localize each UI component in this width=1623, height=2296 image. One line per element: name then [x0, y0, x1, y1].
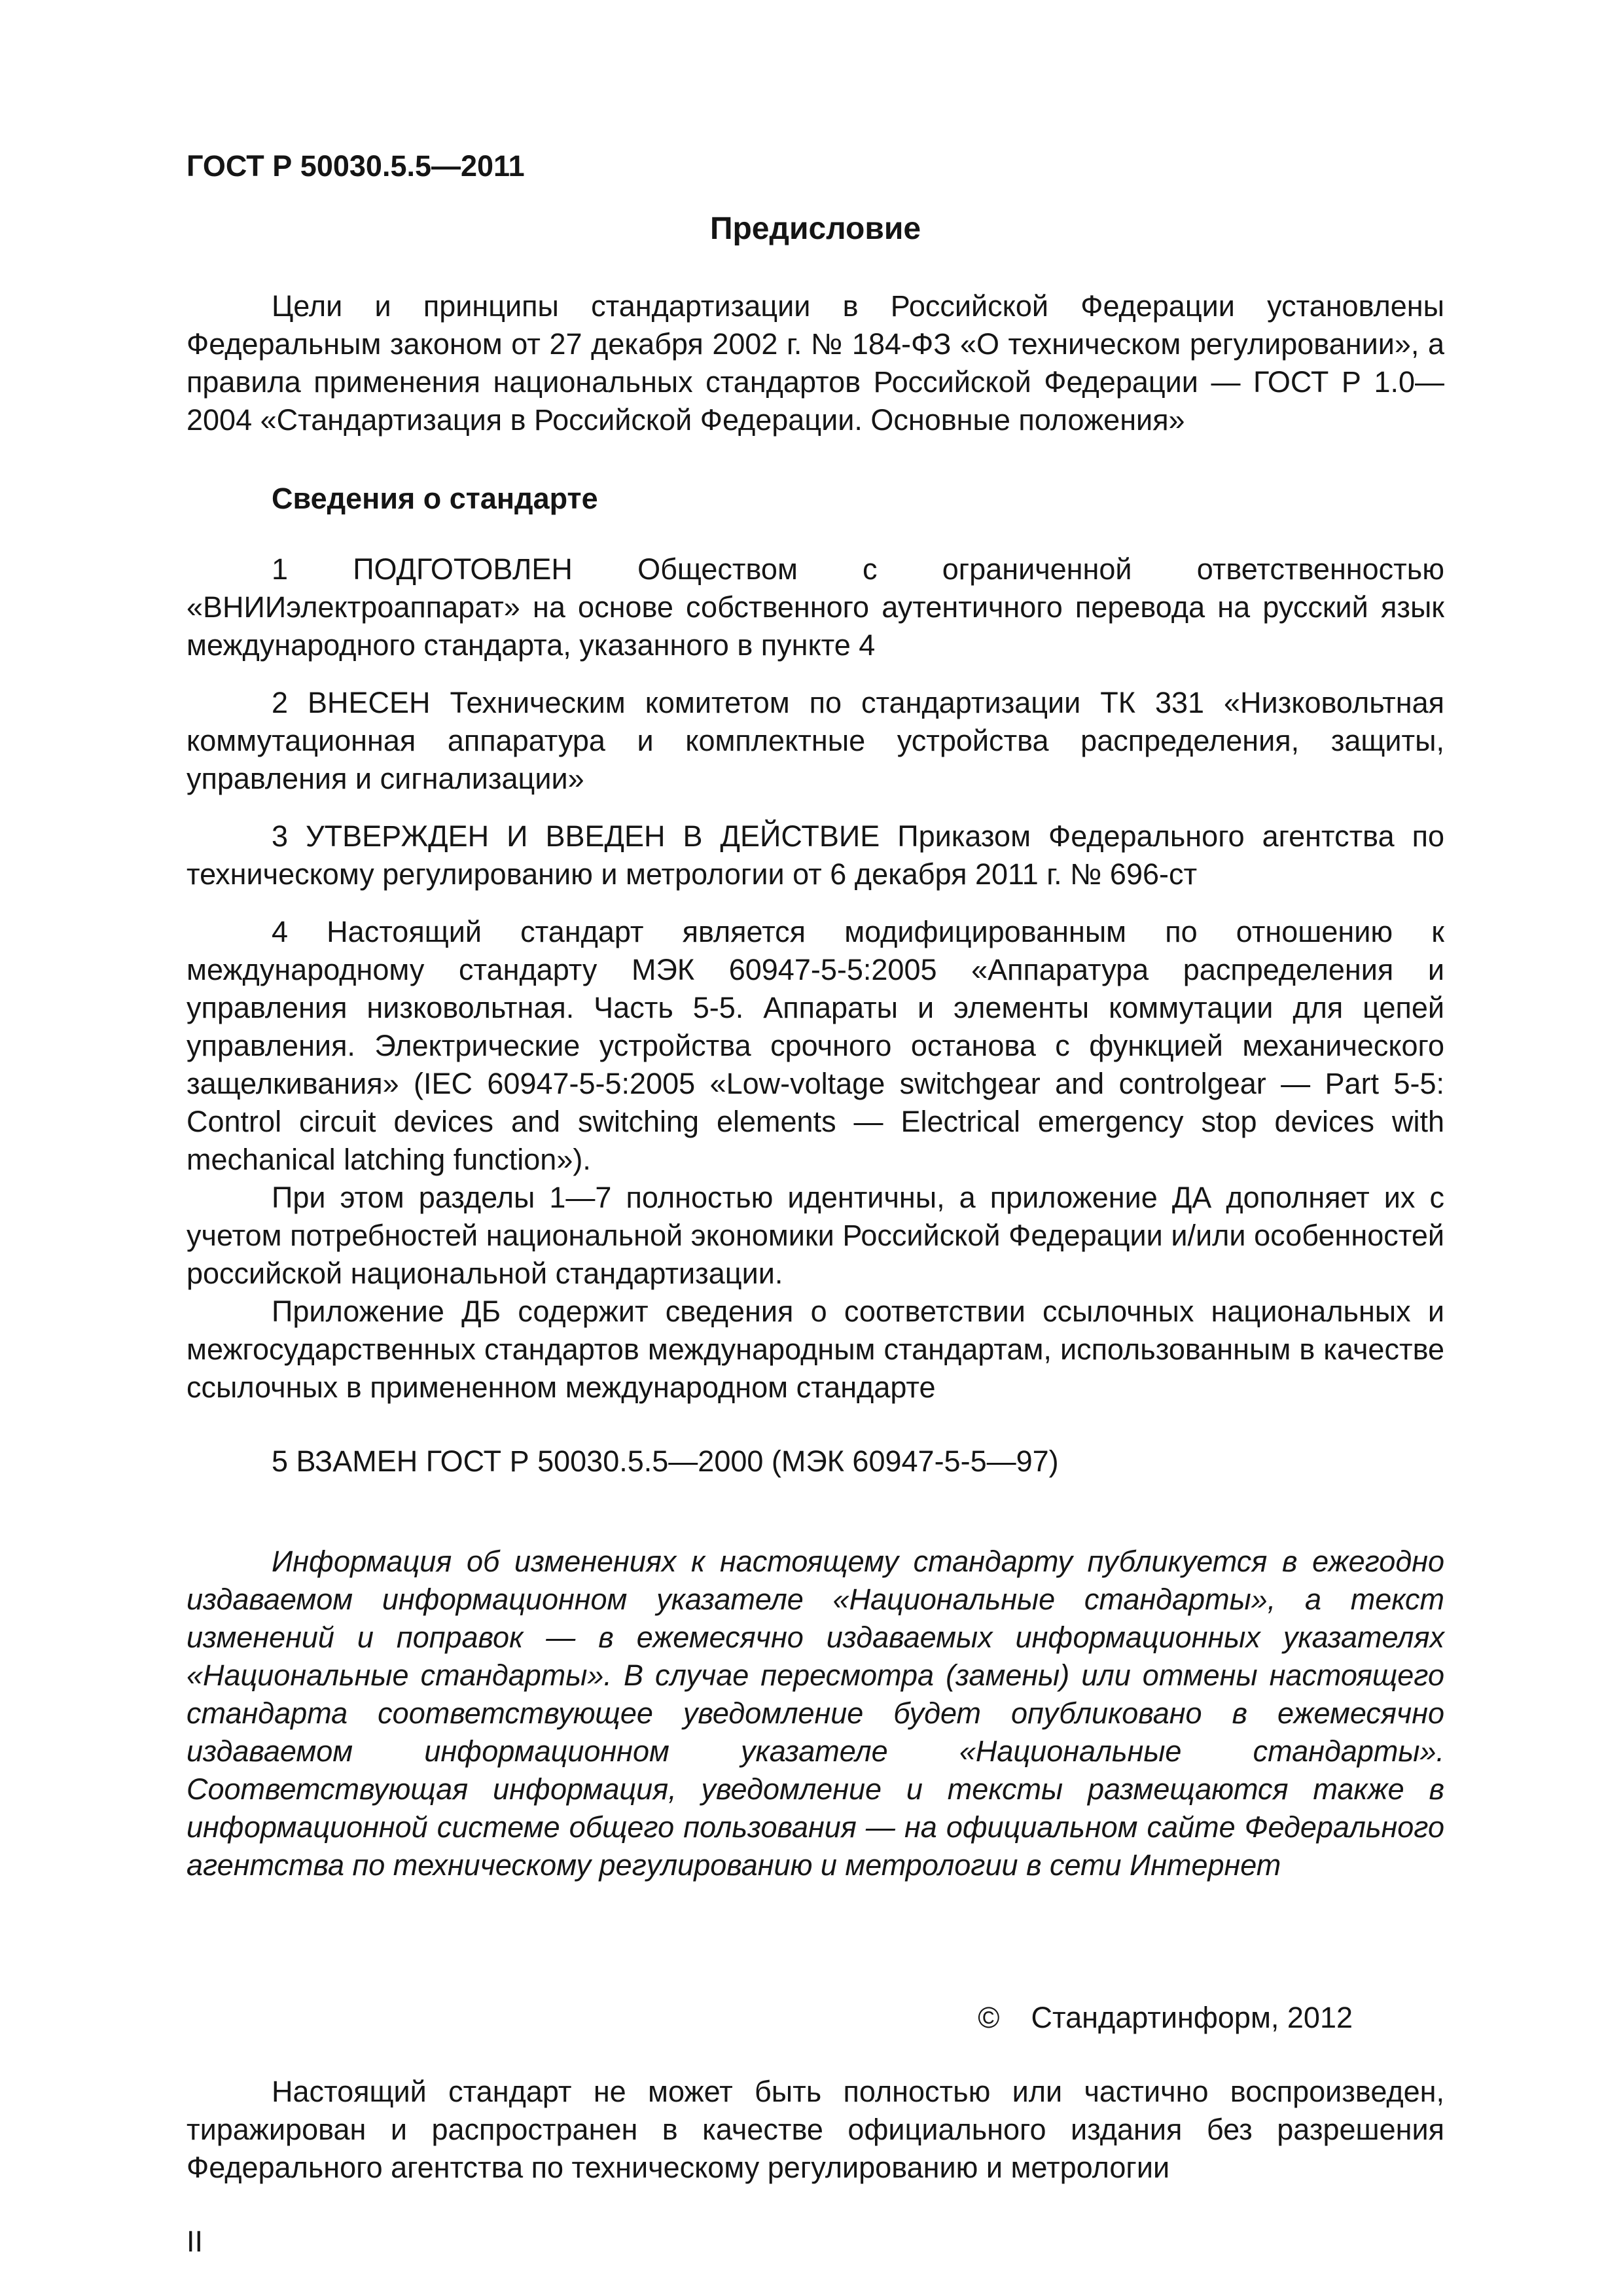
- foreword-intro-paragraph: Цели и принципы стандартизации в Российской Федерации установлены Федеральным законом от 27 декабря 2002 г. № 184-ФЗ «О техническом регулировании», а правила применения национальных стандартов Российской Федерации — ГОСТ Р 1.0—2004 «Стандартизация в Российской Федерации. Основные положения»: [187, 289, 1444, 437]
- foreword-item-4-continuation-1: При этом разделы 1—7 полностью идентичны, а приложение ДА дополняет их с учетом потребностей национальной экономики Российской Федерации и/или особенностей российской национальной стандартизации.: [187, 1181, 1444, 1290]
- foreword-item-4: 4 Настоящий стандарт является модифицированным по отношению к международному стандарту МЭК 60947-5-5:2005 «Аппаратура распределения и управления низковольтная. Часть 5-5. Аппараты и элементы коммутации для цепей управления. Электрические устройства срочного останова с функцией механического защелкивания» (IEC 60947-5-5:2005 «Low-voltage switchgear and controlgear — Part 5-5: Control circuit devices and switching elements — Electrical emergency stop devices with mechanical latching function»).: [187, 915, 1444, 1176]
- foreword-item-4-continuation-2: Приложение ДБ содержит сведения о соответствии ссылочных национальных и межгосударственных стандартов международным стандартам, использованным в качестве ссылочных в примененном международном стандарте: [187, 1295, 1444, 1404]
- document-number-header: ГОСТ Р 50030.5.5—2011: [187, 149, 525, 183]
- foreword-item-2: 2 ВНЕСЕН Техническим комитетом по стандартизации ТК 331 «Низковольтная коммутационная аппаратура и комплектные устройства распределения, защиты, управления и сигнализации»: [187, 686, 1444, 795]
- copyright-symbol: ©: [978, 2001, 1000, 2034]
- copyright-owner: Стандартинформ, 2012: [1031, 2001, 1353, 2034]
- reproduction-restriction-paragraph: Настоящий стандарт не может быть полностью или частично воспроизведен, тиражирован и распространен в качестве официального издания без разрешения Федерального агентства по техническому регулированию и метрологии: [187, 2075, 1444, 2184]
- foreword-item-3: 3 УТВЕРЖДЕН И ВВЕДЕН В ДЕЙСТВИЕ Приказом Федерального агентства по техническому регулированию и метрологии от 6 декабря 2011 г. № 696-ст: [187, 819, 1444, 891]
- foreword-item-5: 5 ВЗАМЕН ГОСТ Р 50030.5.5—2000 (МЭК 60947-5-5—97): [272, 1444, 1059, 1478]
- page-title: Предисловие: [709, 211, 921, 246]
- section-heading-standard-info: Сведения о стандарте: [272, 482, 598, 515]
- copyright-line: [187, 1999, 1444, 2037]
- changes-information-note: Информация об изменениях к настоящему стандарту публикуется в ежегодно издаваемом информационном указателе «Национальные стандарты», а текст изменений и поправок — в ежемесячно издаваемых информационных указателях «Национальные стандарты». В случае пересмотра (замены) или отмены настоящего стандарта соответствующее уведомление будет опубликовано в ежемесячно издаваемом информационном указателе «Национальные стандарты». Соответствующая информация, уведомление и тексты размещаются также в информационной системе общего пользования — на официальном сайте Федерального агентства по техническому регулированию и метрологии в сети Интернет: [187, 1545, 1444, 1882]
- foreword-item-1: 1 ПОДГОТОВЛЕН Обществом с ограниченной ответственностью «ВНИИэлектроаппарат» на основе собственного аутентичного перевода на русский язык международного стандарта, указанного в пункте 4: [187, 552, 1444, 662]
- page-number: II: [187, 2225, 204, 2258]
